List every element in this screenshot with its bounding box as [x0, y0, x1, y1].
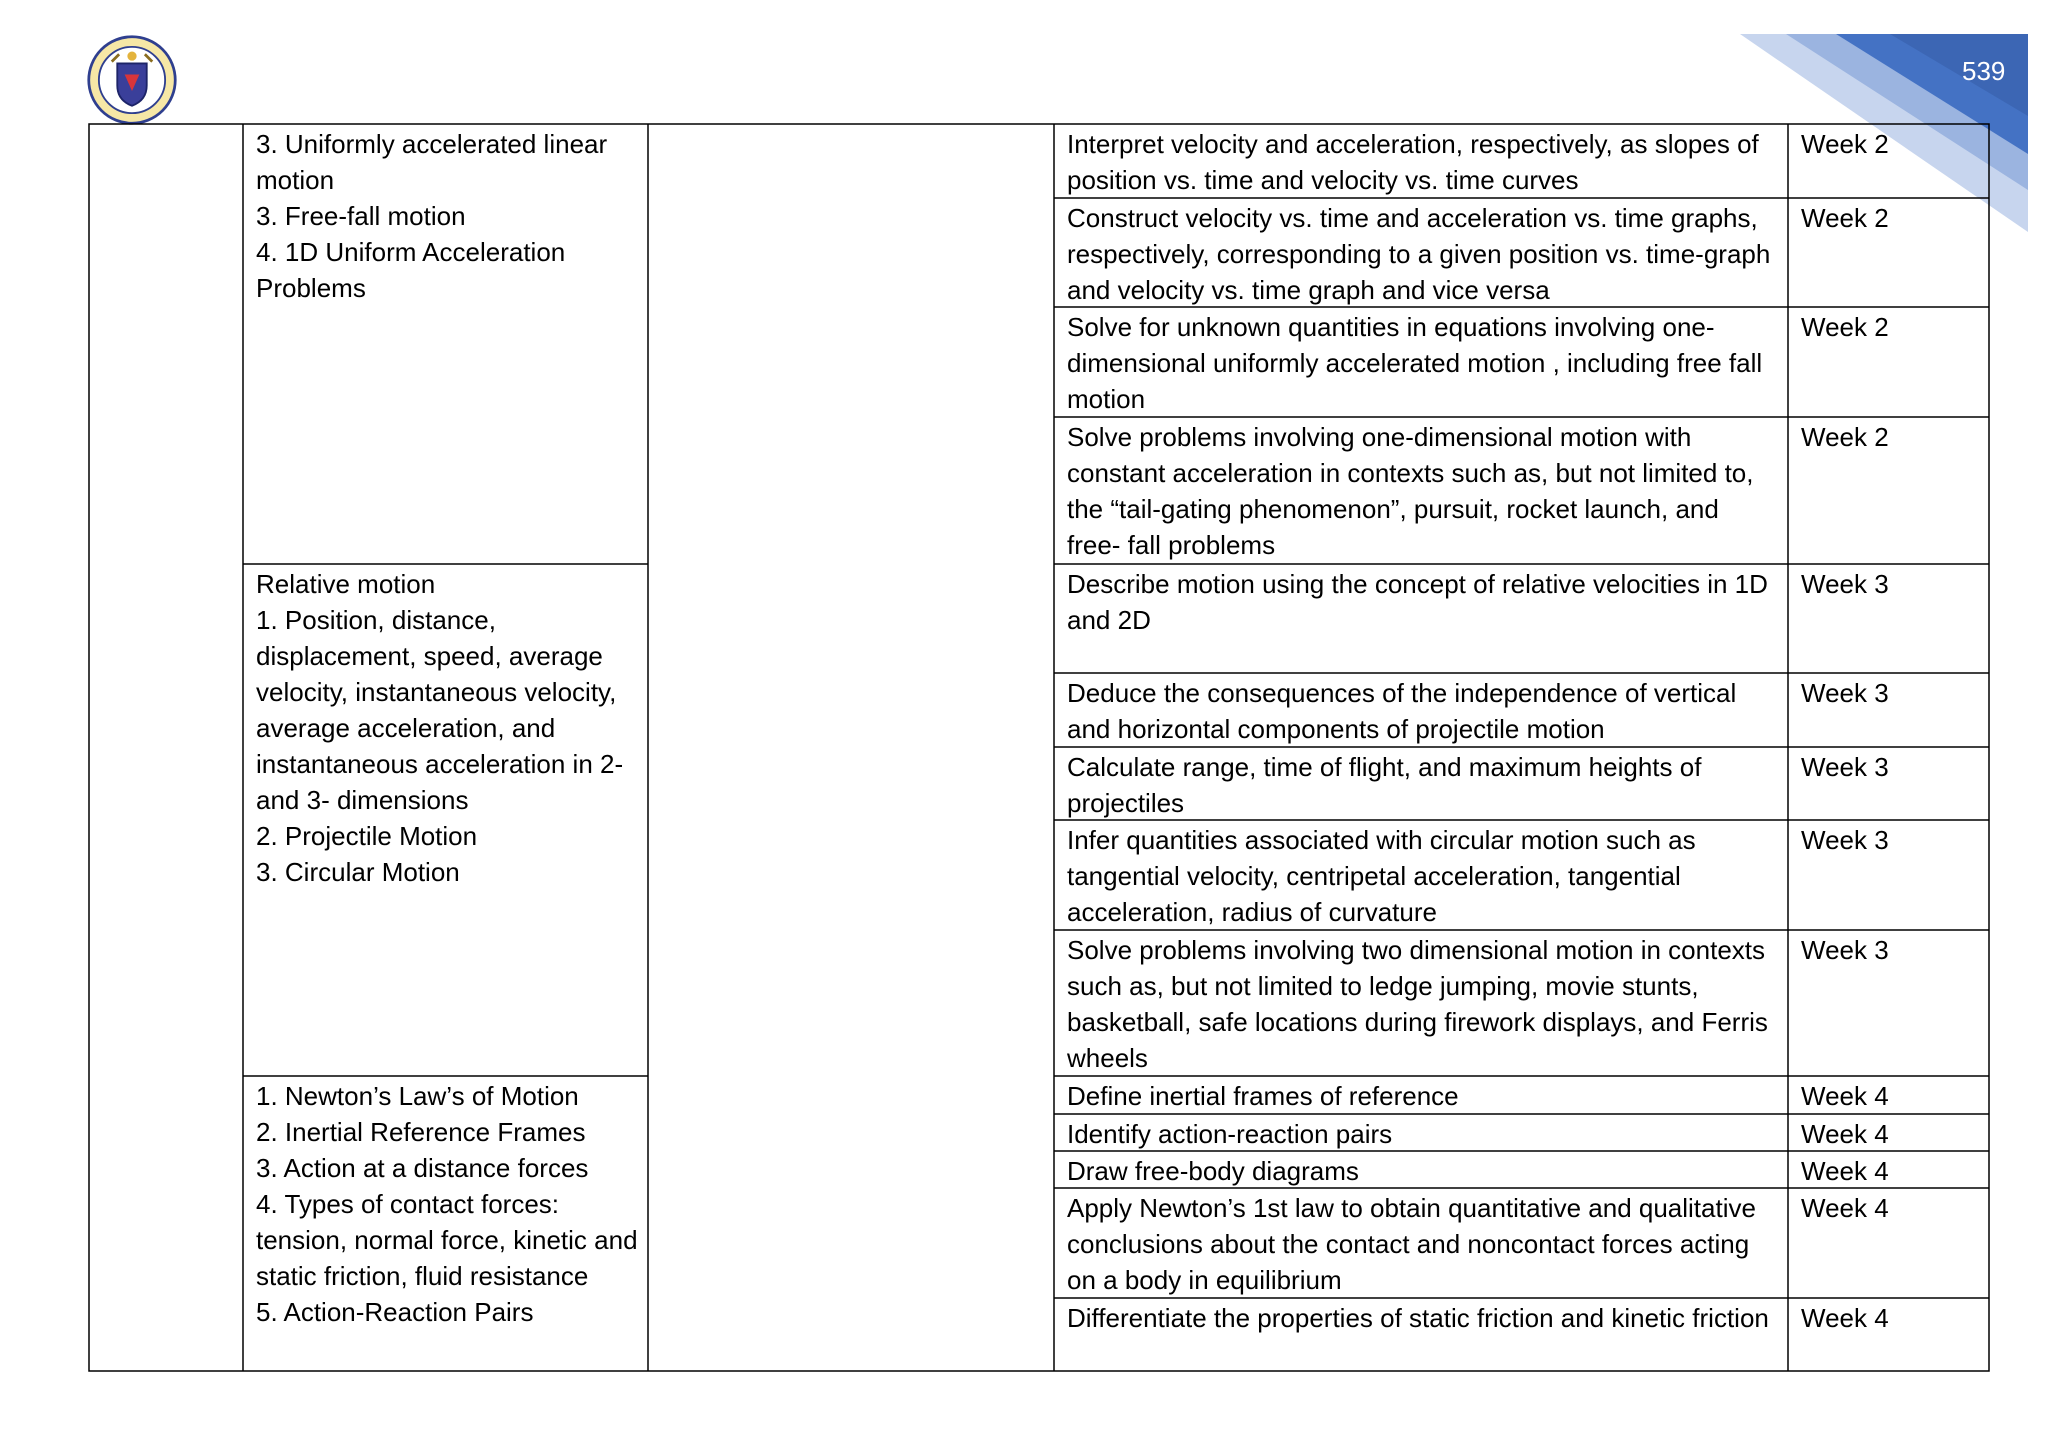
- week-cell: Week 4: [1801, 1156, 1889, 1186]
- competency-cell: Solve problems involving one-dimensional motion with constant acceleration in contexts such as, but not limited to, the “tail-gating phenomenon”, pursuit, rocket launch, and free- fall problems: [1067, 422, 1754, 560]
- competency-cell: Describe motion using the concept of relative velocities in 1D and 2D: [1067, 569, 1768, 635]
- week-cell: Week 3: [1801, 569, 1889, 599]
- competency-cell: Construct velocity vs. time and acceleration vs. time graphs, respectively, corresponding to a given position vs. time-graph and velocity vs. time graph and vice versa: [1067, 203, 1771, 305]
- week-cell: Week 4: [1801, 1081, 1889, 1111]
- week-cell: Week 3: [1801, 935, 1889, 965]
- competency-cell: Define inertial frames of reference: [1067, 1081, 1459, 1111]
- competency-cell: Calculate range, time of flight, and maximum heights of projectiles: [1067, 752, 1702, 818]
- competency-cell: Deduce the consequences of the independence of vertical and horizontal components of projectile motion: [1067, 678, 1737, 744]
- competency-cell: Solve for unknown quantities in equations involving one-dimensional uniformly accelerated motion , including free fall motion: [1067, 312, 1763, 414]
- topic-group-kinematics-1d: 3. Uniformly accelerated linear motion 3. Free-fall motion 4. 1D Uniform Acceleration Problems: [256, 129, 608, 303]
- topic-group-newtons-laws: 1. Newton’s Law’s of Motion 2. Inertial Reference Frames 3. Action at a distance forces 4. Types of contact forces: tension, normal force, kinetic and static friction, fluid resistance 5. Action-Reaction Pairs: [256, 1081, 638, 1327]
- competency-cell: Identify action-reaction pairs: [1067, 1119, 1393, 1149]
- competency-cell: Interpret velocity and acceleration, respectively, as slopes of position vs. time and velocity vs. time curves: [1067, 129, 1759, 195]
- week-cell: Week 4: [1801, 1303, 1889, 1333]
- week-cell: Week 2: [1801, 312, 1889, 342]
- competency-cell: Solve problems involving two dimensional motion in contexts such as, but not limited to ledge jumping, movie stunts, basketball, safe locations during firework displays, and Ferris wheels: [1067, 935, 1768, 1073]
- week-cell: Week 2: [1801, 129, 1889, 159]
- topic-group-relative-motion: Relative motion 1. Position, distance, displacement, speed, average velocity, instantaneous velocity, average acceleration, and instantaneous acceleration in 2- and 3- dimensions 2. Projectile Motion 3. Circular Motion: [256, 569, 624, 887]
- week-cell: Week 4: [1801, 1119, 1889, 1149]
- week-cell: Week 2: [1801, 203, 1889, 233]
- page-number: 539: [1962, 56, 2006, 86]
- week-cell: Week 3: [1801, 752, 1889, 782]
- week-cell: Week 2: [1801, 422, 1889, 452]
- week-cell: Week 3: [1801, 825, 1889, 855]
- week-cell: Week 4: [1801, 1193, 1889, 1223]
- competency-cell: Differentiate the properties of static friction and kinetic friction: [1067, 1303, 1769, 1333]
- competency-cell: Infer quantities associated with circular motion such as tangential velocity, centripetal acceleration, tangential acceleration, radius of curvature: [1067, 825, 1696, 927]
- competency-cell: Draw free-body diagrams: [1067, 1156, 1359, 1186]
- competency-cell: Apply Newton’s 1st law to obtain quantitative and qualitative conclusions about the contact and noncontact forces acting on a body in equilibrium: [1067, 1193, 1756, 1295]
- week-cell: Week 3: [1801, 678, 1889, 708]
